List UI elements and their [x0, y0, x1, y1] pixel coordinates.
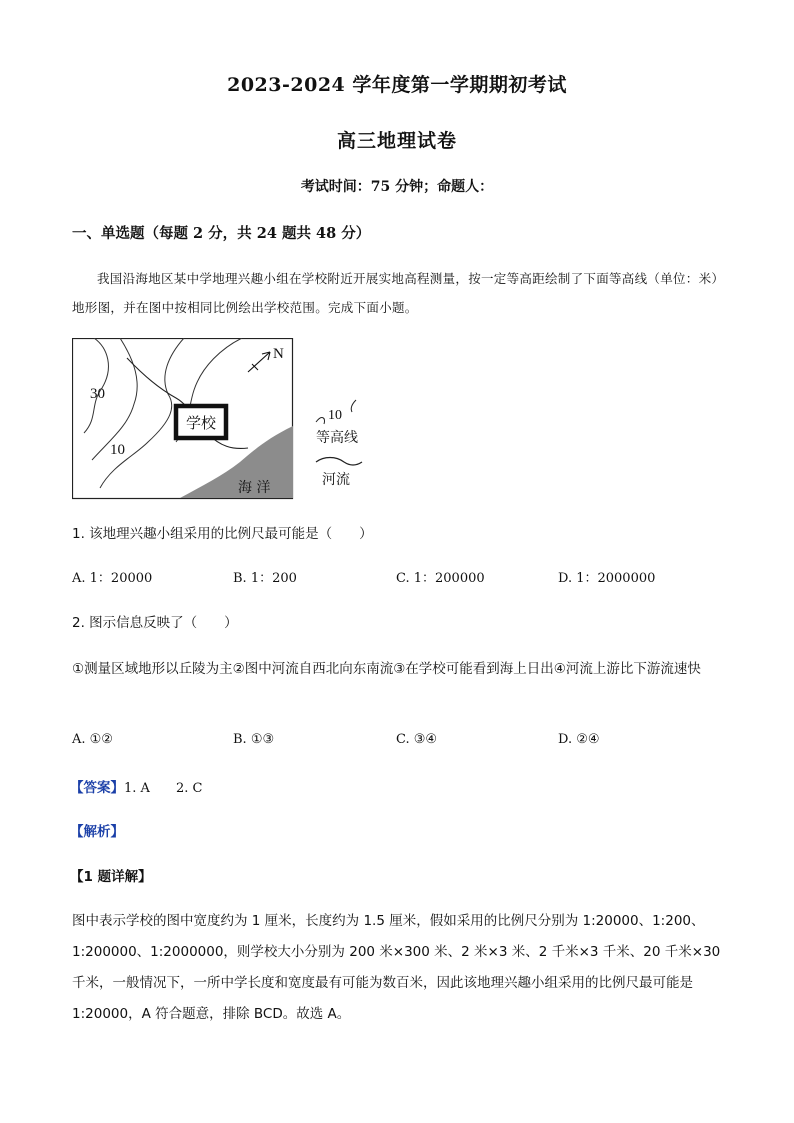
legend-graphic — [310, 396, 400, 492]
north-label: N — [273, 346, 284, 362]
answer-tag: 【答案】 — [70, 780, 124, 796]
answer-1: 1. A — [124, 781, 150, 796]
q2-option-c: C. ③④ — [396, 732, 438, 747]
answer-2: 2. C — [175, 781, 203, 796]
q1-option-b: B. 1：200 — [233, 571, 297, 586]
exam-info: 考试时间：75 分钟；命题人： — [300, 179, 494, 195]
ocean-label: 海 洋 — [238, 480, 271, 496]
legend-river-icon — [316, 458, 362, 466]
contour-label-10: 10 — [110, 442, 125, 458]
exam-title: 2023-2024 学年度第一学期期初考试 — [227, 74, 567, 96]
legend-contour-value: 10 — [328, 408, 342, 423]
q1-option-c: C. 1：200000 — [396, 571, 485, 586]
section-heading: 一、单选题（每题 2 分，共 24 题共 48 分） — [72, 225, 371, 242]
question-1-stem: 1. 该地理兴趣小组采用的比例尺最可能是（ ） — [72, 526, 373, 542]
map-legend — [310, 396, 400, 496]
legend-contour-label: 等高线 — [316, 430, 358, 446]
q2-option-a: A. ①② — [72, 732, 113, 747]
q1-option-a: A. 1：20000 — [72, 571, 153, 586]
question-passage: 我国沿海地区某中学地理兴趣小组在学校附近开展实地高程测量，按一定等高距绘制了下面等高线（单位：米）地形图，并在图中按相同比例绘出学校范围。完成下面小题。 — [72, 271, 718, 315]
question-2-statements: ①测量区域地形以丘陵为主②图中河流自西北向东南流③在学校可能看到海上日出④河流上游比下游流速快 — [72, 661, 701, 677]
contour-map — [72, 338, 294, 504]
contour-map-graphic — [72, 338, 294, 500]
school-label: 学校 — [185, 414, 217, 432]
detail-text: 图中表示学校的图中宽度约为 1 厘米，长度约为 1.5 厘米，假如采用的比例尺分别为 1:20000、1:200、1:200000、1:2000000，则学校大小分别为 200 米×300 米、2 米×3 米、2 千米×3 千米、20 千米×30 千米，一般情况下，一所中学长度和宽度最有可能为数百米，因此该地理兴趣小组采用的比例尺最可能是 1:20000，A 符合题意，排除 BCD。故选 A。 — [72, 913, 721, 1022]
legend-river-label: 河流 — [322, 472, 350, 488]
detail-tag: 【1 题详解】 — [70, 869, 152, 885]
q2-option-b: B. ①③ — [233, 732, 275, 747]
answer-line — [70, 776, 202, 796]
legend-contour-icon — [316, 418, 325, 424]
exam-subtitle: 高三地理试卷 — [336, 130, 457, 152]
q2-option-d: D. ②④ — [558, 732, 600, 747]
q1-option-d: D. 1：2000000 — [558, 571, 656, 586]
contour-label-30: 30 — [90, 386, 105, 402]
analysis-tag: 【解析】 — [70, 824, 124, 840]
question-2-stem: 2. 图示信息反映了（ ） — [72, 615, 238, 631]
